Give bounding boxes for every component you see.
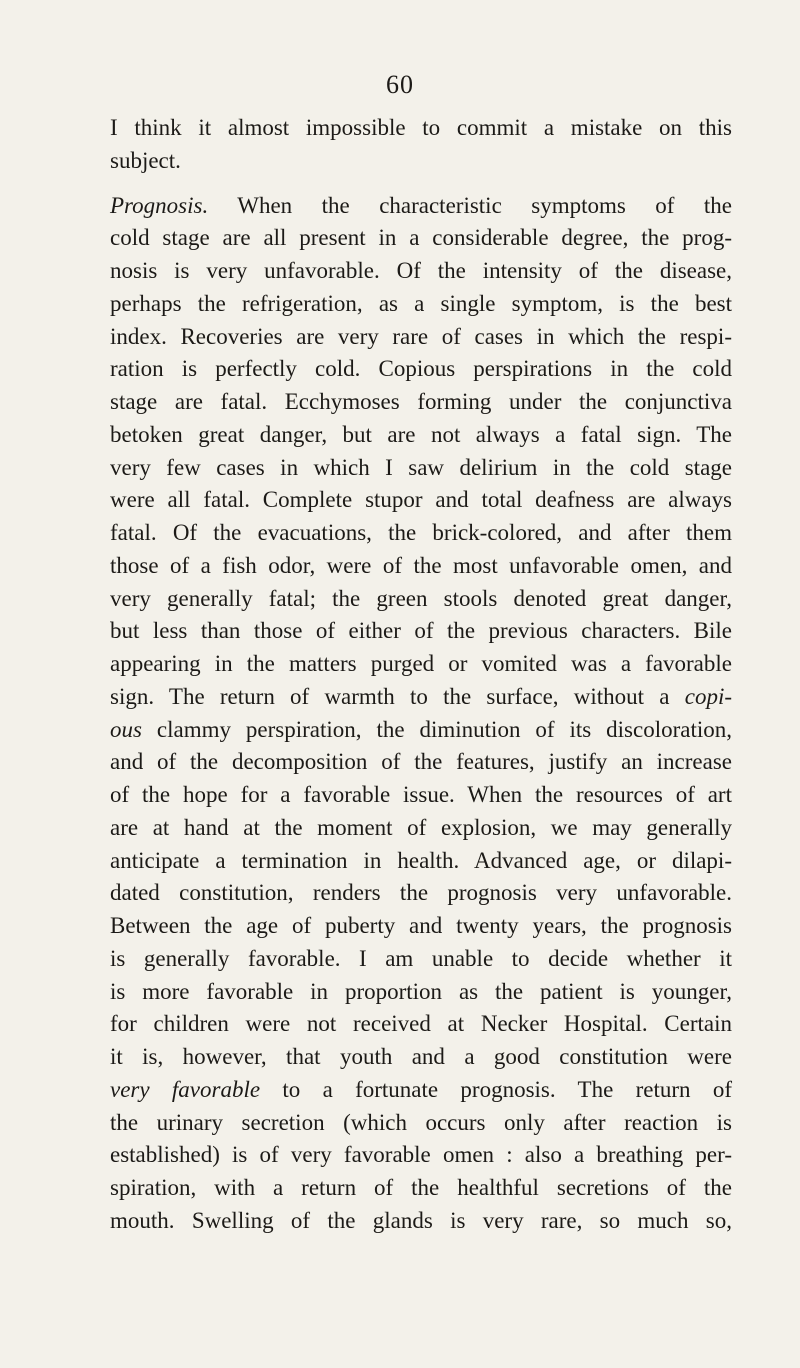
- text-line: index. Recoveries are very rare of cases in which the respi-: [110, 323, 732, 349]
- italic-run: copi-: [684, 683, 732, 709]
- paragraph-prognosis: [110, 190, 732, 1238]
- text-line: [110, 714, 732, 747]
- text-line: for children were not received at Necker Hospital. Certain: [110, 1011, 732, 1037]
- text-line: were all fatal. Complete stupor and total deafness are always: [110, 487, 732, 513]
- text-line: appearing in the matters purged or vomited was a favorable: [110, 651, 732, 676]
- text-line: stage are fatal. Ecchymoses forming under the conjunctiva: [110, 389, 732, 414]
- text-line: mouth. Swelling of the glands is very rare, so much so,: [110, 1207, 732, 1233]
- text-run: sign. The return of warmth to the surface, without a: [110, 683, 685, 709]
- text-line: spiration, with a return of the healthful secretions of the: [110, 1175, 732, 1200]
- body-text: [110, 112, 732, 1238]
- text-line: those of a fish odor, were of the most unfavorable omen, and: [110, 552, 732, 578]
- text-line: the urinary secretion (which occurs only after reaction is: [110, 1109, 732, 1135]
- text-line: [110, 681, 732, 714]
- text-line: fatal. Of the evacuations, the brick-colored, and after them: [110, 520, 732, 545]
- text-run: clammy perspiration, the diminution of its discoloration,: [141, 716, 732, 742]
- text-line: [110, 1074, 732, 1107]
- text-line: dated constitution, renders the prognosis very unfavorable.: [110, 880, 732, 906]
- text-line: I think it almost impossible to commit a mistake on this: [110, 115, 732, 140]
- text-line: betoken great danger, but are not always a fatal sign. The: [110, 421, 732, 447]
- text-line: established) is of very favorable omen : also a breathing per-: [110, 1142, 732, 1168]
- paragraph-gap: [110, 178, 732, 190]
- italic-run: very favorable: [110, 1076, 261, 1102]
- text-line: is more favorable in proportion as the patient is younger,: [110, 978, 732, 1004]
- text-line: Between the age of puberty and twenty years, the prognosis: [110, 913, 732, 938]
- text-line: perhaps the refrigeration, as a single symptom, is the best: [110, 290, 732, 316]
- text-run: When the characteristic symptoms of the: [208, 192, 732, 218]
- page-number: 60: [386, 70, 414, 99]
- text-line: are at hand at the moment of explosion, we may generally: [110, 814, 732, 840]
- text-line: very generally fatal; the green stools denoted great danger,: [110, 585, 732, 611]
- text-line: nosis is very unfavorable. Of the intensity of the disease,: [110, 258, 732, 283]
- text-line: anticipate a termination in health. Advanced age, or dilapi-: [110, 847, 732, 873]
- text-line: it is, however, that youth and a good constitution were: [110, 1044, 732, 1069]
- italic-run: ous: [110, 716, 142, 742]
- paragraph: [110, 112, 732, 178]
- text-line: of the hope for a favorable issue. When the resources of art: [110, 782, 732, 807]
- section-heading: Prognosis.: [110, 192, 209, 218]
- text-line: very few cases in which I saw delirium in the cold stage: [110, 454, 732, 480]
- text-line: is generally favorable. I am unable to decide whether it: [110, 945, 732, 971]
- text-line: but less than those of either of the previous characters. Bile: [110, 618, 732, 644]
- text-run: to a fortunate prognosis. The return of: [260, 1076, 732, 1102]
- text-line: [110, 190, 732, 223]
- text-line: ration is perfectly cold. Copious perspirations in the cold: [110, 356, 732, 382]
- text-line: subject.: [110, 147, 181, 173]
- text-line: cold stage are all present in a considerable degree, the prog-: [110, 225, 732, 251]
- text-line: and of the decomposition of the features, justify an increase: [110, 749, 732, 775]
